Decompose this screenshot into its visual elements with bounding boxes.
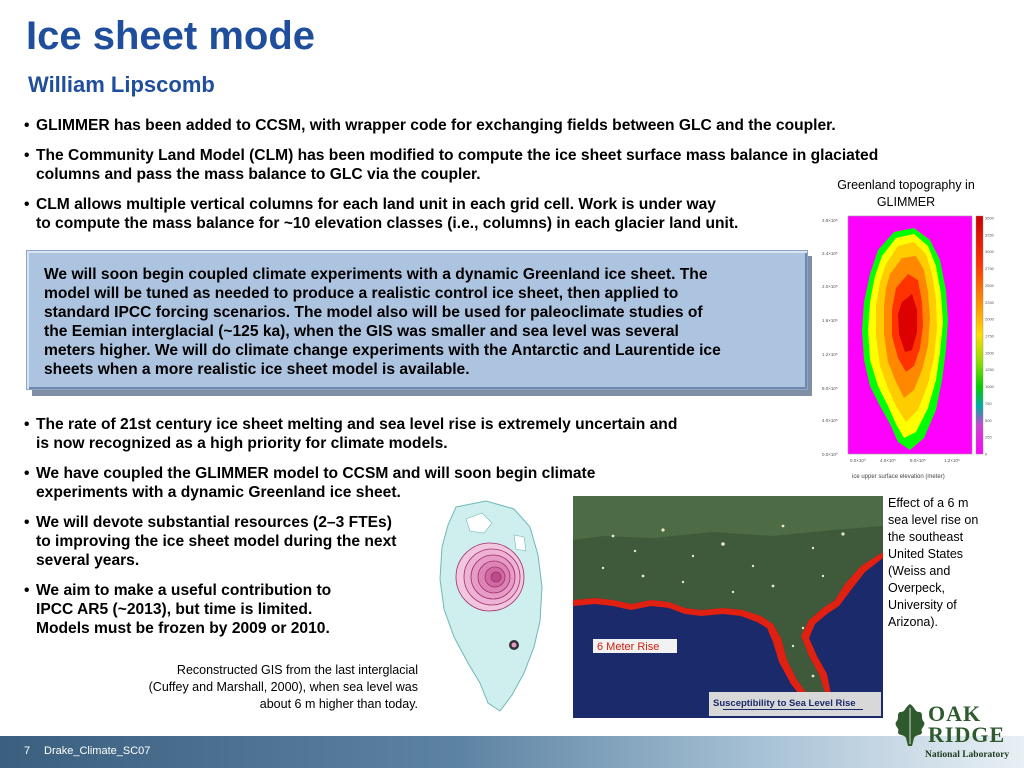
oak-leaf-icon: [892, 702, 928, 748]
svg-text:2.4×10⁶: 2.4×10⁶: [822, 251, 838, 256]
bullet-line: experiments with a dynamic Greenland ice sheet.: [36, 484, 401, 501]
caption-line: the southeast: [888, 530, 964, 544]
svg-text:2.0×10⁶: 2.0×10⁶: [822, 284, 838, 289]
caption-line: GLIMMER: [876, 195, 936, 209]
colorbar-tick-label: 1000: [985, 384, 994, 390]
caption-line: sea level rise on: [888, 513, 979, 527]
bullet-line: We have coupled the GLIMMER model to CCSM and will soon begin climate: [36, 465, 596, 482]
colorbar-tick-label: 2000: [985, 316, 994, 322]
colorbar-tick-label: 3500: [985, 215, 994, 221]
colorbar: [976, 216, 983, 454]
colorbar-tick-label: 1750: [985, 333, 994, 339]
bullet-line: We aim to make a useful contribution to: [36, 582, 332, 599]
bullet-line: IPCC AR5 (~2013), but time is limited.: [36, 601, 313, 618]
caption-line: University of: [888, 598, 957, 612]
logo-ridge: RIDGE: [928, 722, 1006, 747]
footer-text: Drake_Climate_SC07: [44, 745, 151, 757]
slide-subtitle: William Lipscomb: [28, 72, 215, 97]
bullet-item: • GLIMMER has been added to CCSM, with wrapper code for exchanging fields between GLC and the coupler.: [24, 117, 836, 134]
callout-line: model will be tuned as needed to produce a realistic control ice sheet, then applied to: [44, 285, 679, 302]
colorbar-tick-label: 0: [985, 451, 988, 457]
bullet-line: CLM allows multiple vertical columns for each land unit in each grid cell. Work is under way: [36, 196, 716, 213]
caption-line: Effect of a 6 m: [888, 496, 969, 510]
logo-national-laboratory: National Laboratory: [925, 750, 1010, 760]
colorbar-tick-label: 500: [985, 417, 992, 423]
callout-line: the Eemian interglacial (~125 ka), when the GIS was smaller and sea level was several: [44, 323, 679, 340]
svg-text:0.0×10⁰: 0.0×10⁰: [822, 452, 838, 457]
svg-text:1.2×10⁶: 1.2×10⁶: [822, 352, 838, 357]
sea-level-rise-map-image: [573, 496, 883, 718]
colorbar-tick-label: 2750: [985, 266, 994, 272]
colorbar-tick-label: 2250: [985, 299, 994, 305]
caption-line: Reconstructed GIS from the last interglacial: [176, 663, 418, 677]
bullet-line: The rate of 21st century ice sheet melting and sea level rise is extremely uncertain and: [36, 416, 678, 433]
bullet-line: GLIMMER has been added to CCSM, with wrapper code for exchanging fields between GLC and the coupler.: [36, 117, 836, 134]
colorbar-tick-label: 1250: [985, 367, 994, 373]
caption-line: (Weiss and: [888, 564, 951, 578]
topo-xlabel: ice upper surface elevation (meter): [852, 474, 945, 480]
bullet-item: • The Community Land Model (CLM) has been modified to compute the ice sheet surface mass balance in glaciated columns and pass the mass balance to GLC via the coupler.: [24, 147, 879, 183]
svg-text:8.0×10⁵: 8.0×10⁵: [822, 386, 838, 391]
bullet-item: • The rate of 21st century ice sheet melting and sea level rise is extremely uncertain and is now recognized as a high priority for climate models.: [24, 416, 678, 452]
bullet-item: • We will devote substantial resources (2–3 FTEs) to improving the ice sheet model during the next several years.: [24, 514, 397, 569]
svg-text:8.0×10⁵: 8.0×10⁵: [910, 458, 926, 463]
sea-level-label: 6 Meter Rise: [597, 641, 660, 653]
caption-line: Overpeck,: [888, 581, 945, 595]
svg-text:2.8×10⁶: 2.8×10⁶: [822, 218, 838, 223]
colorbar-tick-label: 250: [985, 434, 992, 440]
footer-bar: [0, 736, 1024, 768]
gis-caption: [100, 662, 418, 713]
sea-level-banner: Susceptibility to Sea Level Rise: [713, 698, 856, 709]
svg-text:4.0×10⁵: 4.0×10⁵: [822, 418, 838, 423]
reconstructed-gis-image: [426, 497, 566, 717]
caption-line: about 6 m higher than today.: [259, 697, 418, 711]
slide-title: Ice sheet mode: [26, 14, 316, 58]
logo-oak: OAK: [928, 701, 982, 726]
callout-line: sheets when a more realistic ice sheet model is available.: [44, 361, 470, 378]
bullet-line: The Community Land Model (CLM) has been modified to compute the ice sheet surface mass balance in glaciated: [36, 147, 879, 164]
bullet-line: several years.: [36, 552, 140, 569]
colorbar-tick-label: 1500: [985, 350, 994, 356]
bullet-item: • CLM allows multiple vertical columns for each land unit in each grid cell. Work is under way to compute the mass balance for ~10 elevation classes (i.e., columns) in each glacier land unit.: [24, 196, 739, 232]
callout-line: standard IPCC forcing scenarios. The model also will be used for paleoclimate studies of: [44, 304, 703, 321]
sea-level-caption: [888, 495, 1018, 631]
caption-line: Greenland topography in: [837, 178, 975, 192]
bullet-line: is now recognized as a high priority for climate models.: [36, 435, 448, 452]
bullet-line: Models must be frozen by 2009 or 2010.: [36, 620, 330, 637]
topo-caption: [818, 177, 994, 211]
bullet-line: We will devote substantial resources (2–3 FTEs): [36, 514, 392, 531]
bullet-line: to improving the ice sheet model during the next: [36, 533, 397, 550]
svg-text:4.0×10⁵: 4.0×10⁵: [880, 458, 896, 463]
caption-line: (Cuffey and Marshall, 2000), when sea level was: [148, 680, 418, 694]
svg-text:0.0×10⁰: 0.0×10⁰: [850, 458, 866, 463]
slide-number: 7: [24, 745, 31, 757]
greenland-topography-image: [818, 210, 998, 482]
bullet-line: columns and pass the mass balance to GLC via the coupler.: [36, 166, 481, 183]
callout-line: We will soon begin coupled climate experiments with a dynamic Greenland ice sheet. The: [44, 266, 708, 283]
bullet-item: • We aim to make a useful contribution to IPCC AR5 (~2013), but time is limited. Models must be frozen by 2009 or 2010.: [24, 582, 332, 637]
colorbar-tick-label: 2500: [985, 282, 994, 288]
bullet-item: • We have coupled the GLIMMER model to CCSM and will soon begin climate experiments with a dynamic Greenland ice sheet.: [24, 465, 596, 501]
bullet-line: to compute the mass balance for ~10 elevation classes (i.e., columns) in each glacier land unit.: [36, 215, 739, 232]
caption-line: United States: [888, 547, 964, 561]
svg-text:1.6×10⁶: 1.6×10⁶: [822, 318, 838, 323]
callout-text: [44, 265, 804, 379]
colorbar-tick-label: 3250: [985, 232, 994, 238]
colorbar-tick-label: 750: [985, 400, 992, 406]
colorbar-tick-label: 3000: [985, 249, 994, 255]
callout-line: meters higher. We will do climate change experiments with the Antarctic and Laurentide ice: [44, 342, 721, 359]
svg-text:1.2×10⁶: 1.2×10⁶: [944, 458, 960, 463]
caption-line: Arizona).: [888, 615, 939, 629]
